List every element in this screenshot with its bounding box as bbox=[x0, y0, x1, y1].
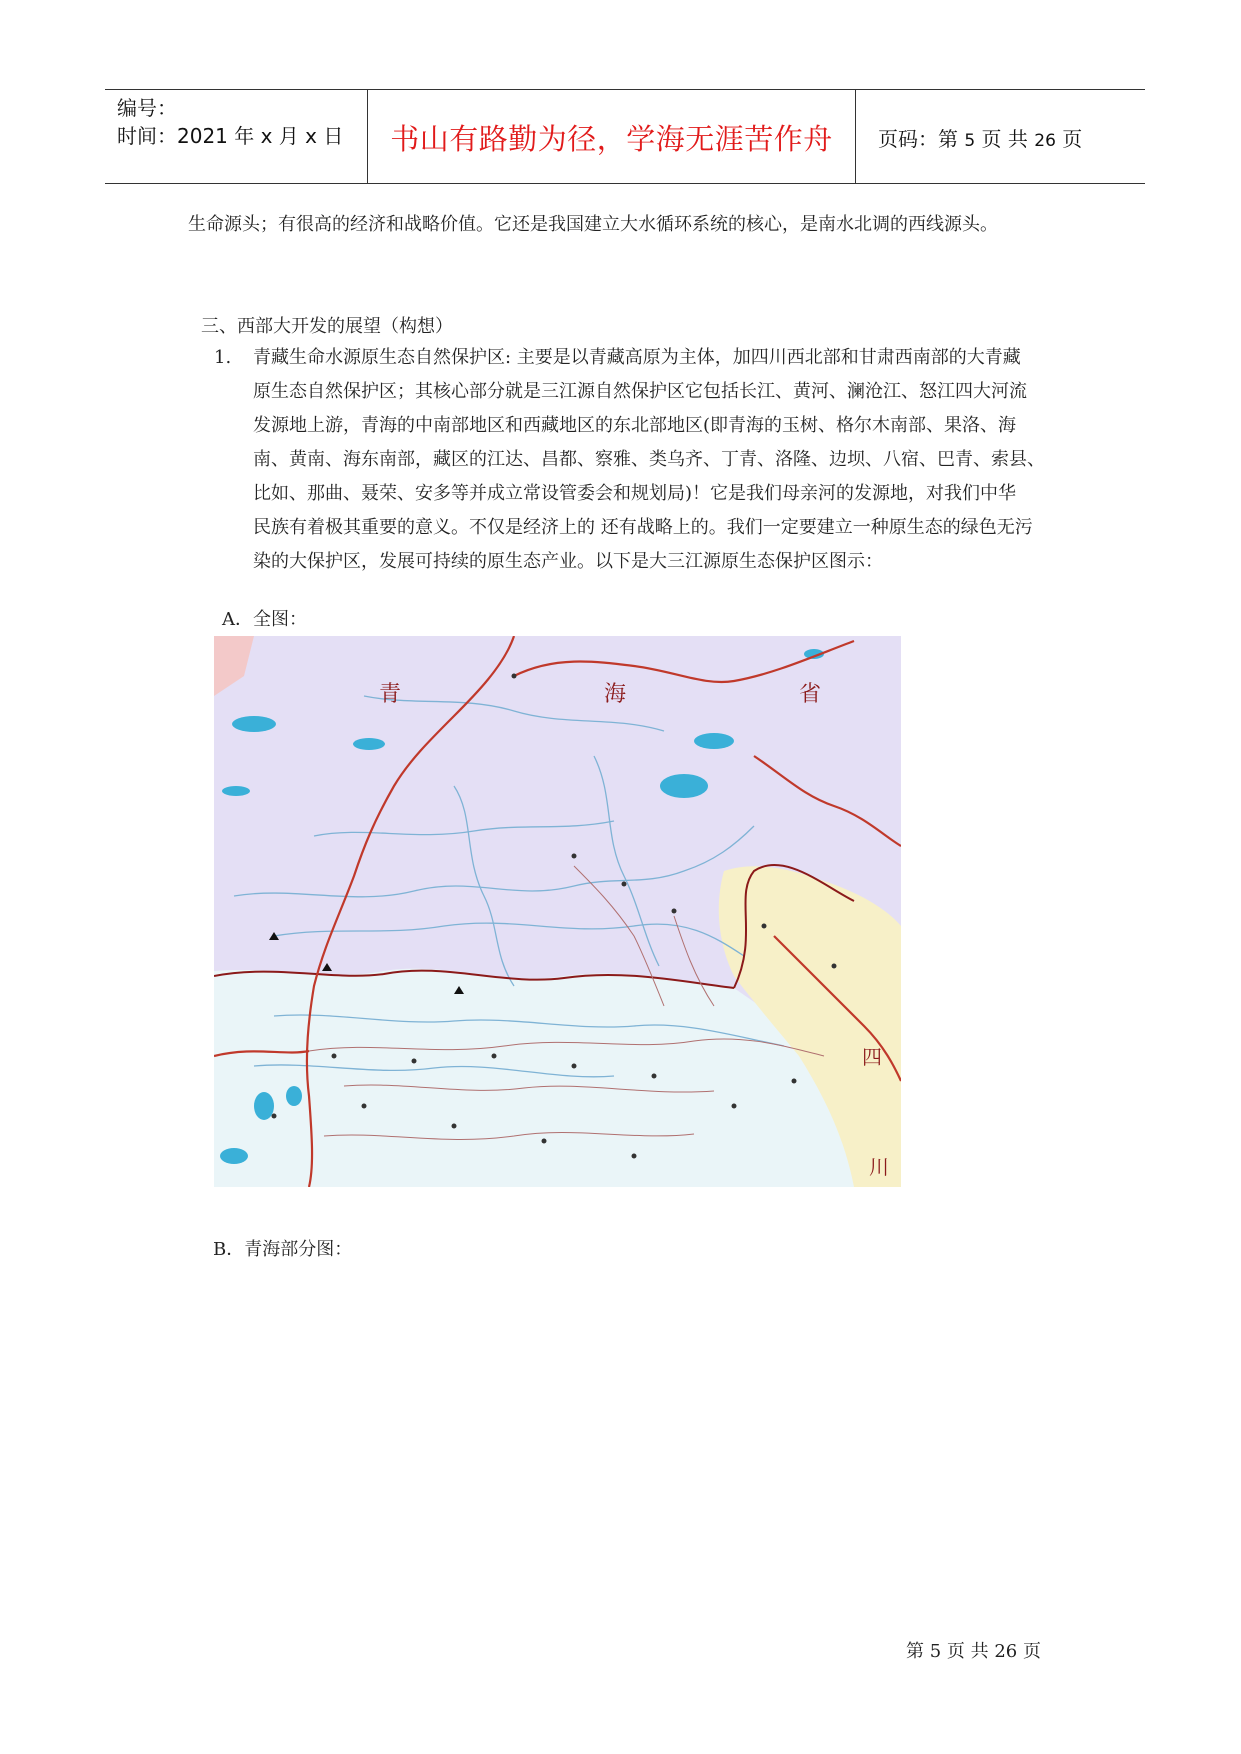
list-item-paragraph bbox=[253, 341, 1073, 579]
date-label: 时间：2021 年 x 月 x 日 bbox=[117, 124, 344, 148]
list-item-number: 1. bbox=[214, 347, 232, 368]
page-header bbox=[105, 89, 1145, 184]
paragraph-line: 比如、那曲、聂荣、安多等并成立常设管委会和规划局)！它是我们母亲河的发源地，对我们中华 bbox=[253, 483, 1017, 504]
lake bbox=[220, 1148, 248, 1164]
header-meta bbox=[105, 90, 367, 183]
lake bbox=[254, 1092, 274, 1120]
paragraph-line: 民族有着极其重要的意义。不仅是经济上的 还有战略上的。我们一定要建立一种原生态的绿色无污 bbox=[253, 517, 1033, 538]
page-mid: 页 共 bbox=[981, 127, 1028, 151]
intro-line: 生命源头；有很高的经济和战略价值。它还是我国建立大水循环系统的核心，是南水北调的西线源头。 bbox=[188, 214, 998, 235]
paragraph-line: 染的大保护区，发展可持续的原生态产业。以下是大三江源原生态保护区图示： bbox=[253, 551, 883, 572]
header-page-cell bbox=[856, 90, 1145, 183]
page-prefix: 页码：第 bbox=[878, 127, 958, 151]
map-label-qing: 青 bbox=[379, 682, 402, 707]
lake bbox=[222, 786, 250, 796]
figure-a-caption: A．全图： bbox=[222, 609, 307, 630]
lake bbox=[660, 774, 708, 798]
page-number: 5 bbox=[964, 131, 976, 151]
map-label-sheng: 省 bbox=[799, 682, 822, 707]
map-label-si: 四 bbox=[862, 1045, 882, 1069]
lake bbox=[286, 1086, 302, 1106]
paragraph-line: 青藏生命水源原生态自然保护区: 主要是以青藏高原为主体，加四川西北部和甘肃西南部的大青藏 bbox=[253, 347, 1021, 368]
map-label-chuan: 川 bbox=[869, 1155, 889, 1179]
serial-number-label: 编号： bbox=[117, 96, 177, 120]
paragraph-line: 原生态自然保护区；其核心部分就是三江源自然保护区它包括长江、黄河、澜沧江、怒江四大河流 bbox=[253, 381, 1027, 402]
section-title: 三、西部大开发的展望（构想） bbox=[201, 316, 453, 337]
page-footer: 第 5 页 共 26 页 bbox=[906, 1641, 1041, 1662]
figure-b-caption: B．青海部分图： bbox=[213, 1239, 353, 1260]
page-indicator bbox=[878, 123, 1082, 152]
lake bbox=[232, 716, 276, 732]
page-total: 26 bbox=[1034, 131, 1056, 151]
paragraph-line: 南、黄南、海东南部，藏区的江达、昌都、察雅、类乌齐、丁青、洛隆、边坝、八宿、巴青、索县、 bbox=[253, 449, 1045, 470]
lake bbox=[353, 738, 385, 750]
map-label-hai: 海 bbox=[604, 682, 627, 707]
map-graphic bbox=[214, 636, 901, 1187]
paragraph-line: 发源地上游，青海的中南部地区和西藏地区的东北部地区(即青海的玉树、格尔木南部、果洛、海 bbox=[253, 415, 1017, 436]
page-suffix: 页 bbox=[1062, 127, 1083, 151]
motto-text: 书山有路勤为径，学海无涯苦作舟 bbox=[390, 122, 833, 156]
lake bbox=[694, 733, 734, 749]
sanjiangyuan-map-image bbox=[214, 636, 901, 1187]
header-motto-cell bbox=[367, 90, 856, 183]
